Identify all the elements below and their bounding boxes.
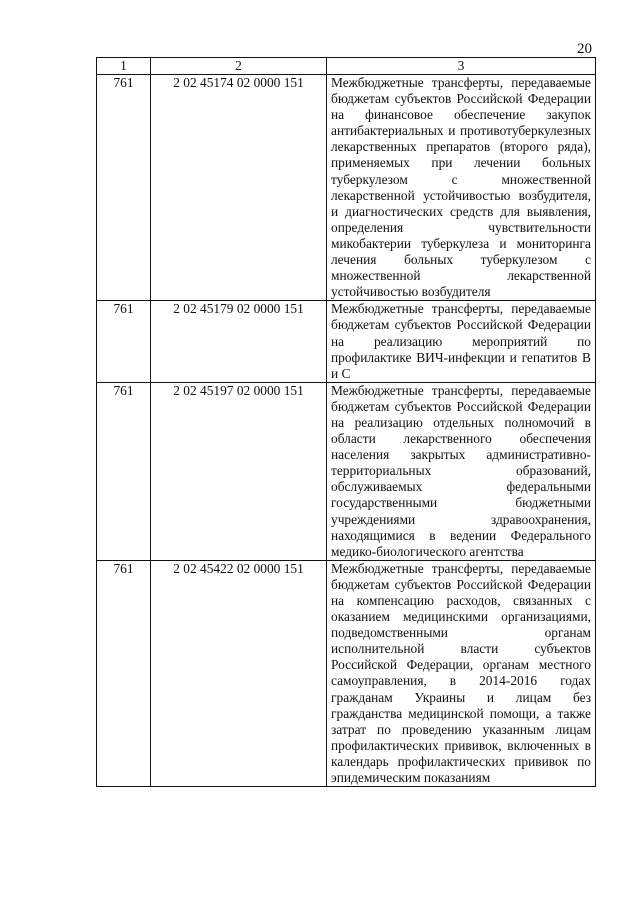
table-row bbox=[97, 560, 596, 786]
table-row bbox=[97, 75, 596, 301]
description-cell: Межбюджетные трансферты, передаваемые бюджетам субъектов Российской Федерации на реализацию отдельных полномочий в области лекарственного обеспечения населения закрытых административно-территориальных образований, обслуживаемых федеральными государственными бюджетными учреждениями здравоохранения, находящимися в ведении Федерального медико-биологического агентства bbox=[327, 382, 596, 560]
description-cell: Межбюджетные трансферты, передаваемые бюджетам субъектов Российской Федерации на компенсацию расходов, связанных с оказанием медицинскими организациями, подведомственными органам исполнительной власти субъектов Российской Федерации, органам местного самоуправления, в 2014-2016 годах гражданам Украины и лицам без гражданства медицинской помощи, а также затрат по проведению указанным лицам профилактических прививок, включенных в календарь профилактических прививок по эпидемическим показаниям bbox=[327, 560, 596, 786]
admin-code-cell: 761 bbox=[97, 75, 151, 301]
table-row bbox=[97, 301, 596, 382]
description-cell: Межбюджетные трансферты, передаваемые бюджетам субъектов Российской Федерации на финансовое обеспечение закупок антибактериальных и противотуберкулезных лекарственных препаратов (второго ряда), применяемых при лечении больных туберкулезом с множественной лекарственной устойчивостью возбудителя, и диагностических средств для выявления, определения чувствительности микобактерии туберкулеза и мониторинга лечения больных туберкулезом с множественной лекарственной устойчивостью возбудителя bbox=[327, 75, 596, 301]
admin-code-cell: 761 bbox=[97, 301, 151, 382]
admin-code-cell: 761 bbox=[97, 382, 151, 560]
page-number: 20 bbox=[577, 41, 592, 57]
header-col-3: 3 bbox=[327, 58, 596, 75]
description-cell: Межбюджетные трансферты, передаваемые бюджетам субъектов Российской Федерации на реализацию мероприятий по профилактике ВИЧ-инфекции и гепатитов В и С bbox=[327, 301, 596, 382]
income-code-cell: 2 02 45197 02 0000 151 bbox=[151, 382, 327, 560]
table-body bbox=[97, 75, 596, 787]
income-code-cell: 2 02 45174 02 0000 151 bbox=[151, 75, 327, 301]
header-col-1: 1 bbox=[97, 58, 151, 75]
admin-code-cell: 761 bbox=[97, 560, 151, 786]
income-code-cell: 2 02 45422 02 0000 151 bbox=[151, 560, 327, 786]
header-row bbox=[97, 58, 596, 75]
codes-table bbox=[96, 57, 596, 787]
table-row bbox=[97, 382, 596, 560]
header-col-2: 2 bbox=[151, 58, 327, 75]
table-header bbox=[97, 58, 596, 75]
income-code-cell: 2 02 45179 02 0000 151 bbox=[151, 301, 327, 382]
